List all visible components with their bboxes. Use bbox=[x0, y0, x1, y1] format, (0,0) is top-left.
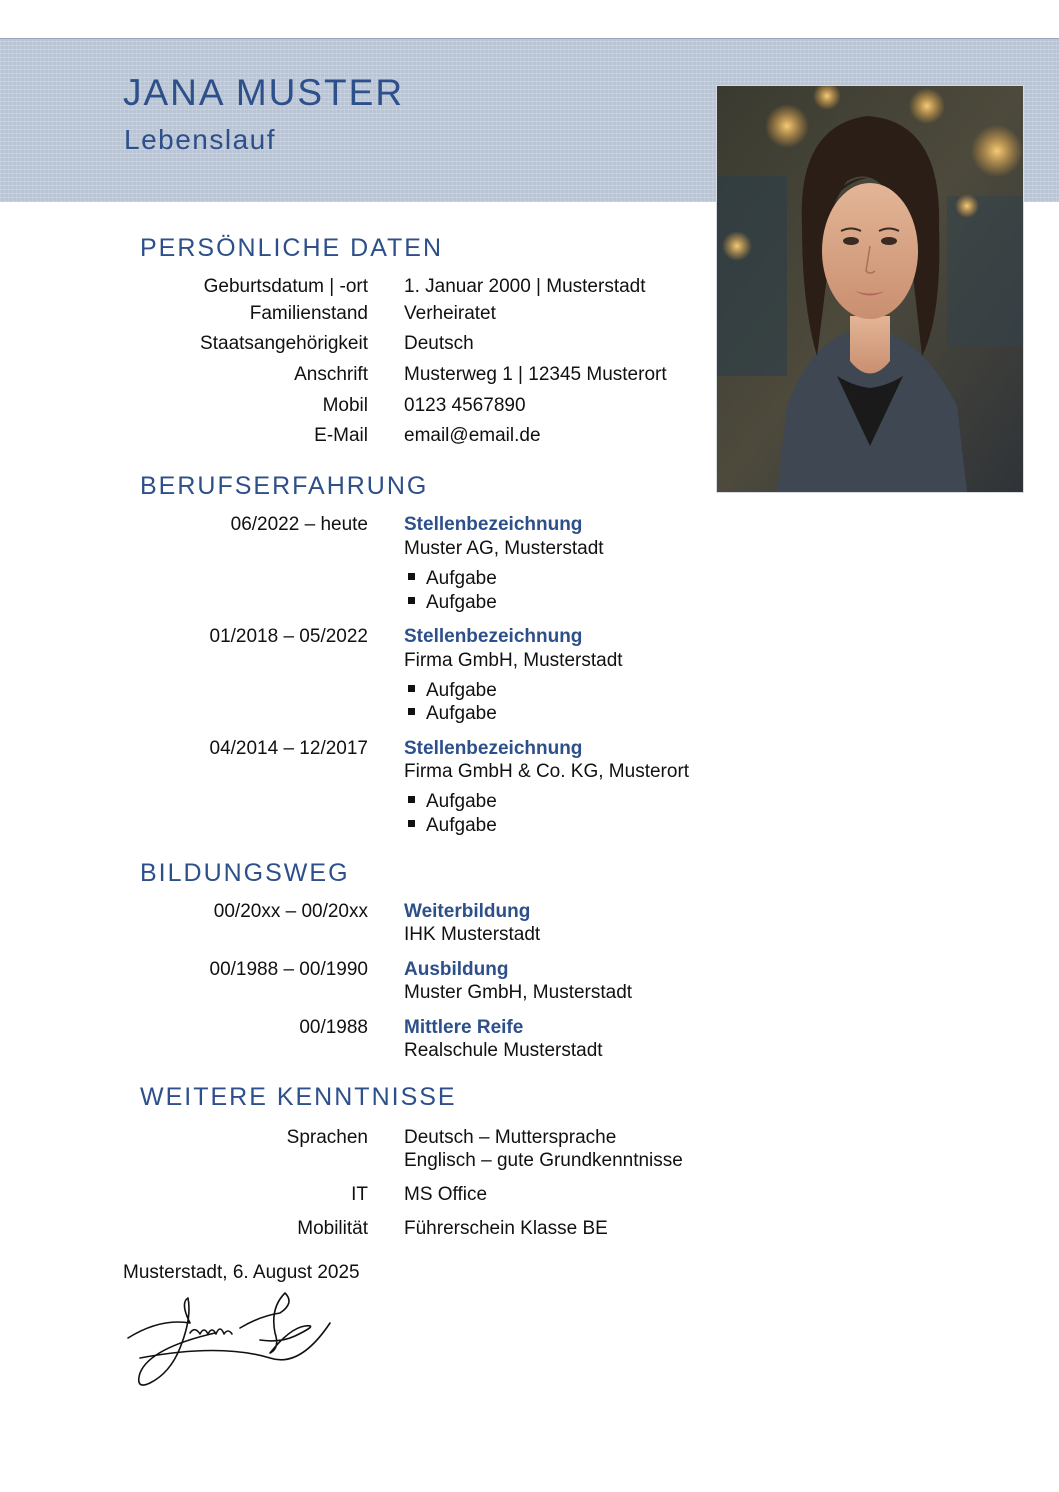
education-institution: Realschule Musterstadt bbox=[404, 1040, 603, 1061]
value-language: Englisch – gute Grundkenntnisse bbox=[404, 1150, 683, 1171]
section-title-skills: WEITERE KENNTNISSE bbox=[140, 1083, 457, 1111]
value-mobile: 0123 4567890 bbox=[404, 395, 526, 416]
value-marital-status: Verheiratet bbox=[404, 303, 496, 324]
section-title-education: BILDUNGSWEG bbox=[140, 859, 350, 887]
job-period: 06/2022 – heute bbox=[230, 514, 368, 535]
profile-photo bbox=[716, 85, 1024, 493]
value-mobility: Führerschein Klasse BE bbox=[404, 1218, 608, 1239]
job-task: Aufgabe bbox=[408, 680, 497, 702]
label-address: Anschrift bbox=[294, 364, 368, 385]
value-nationality: Deutsch bbox=[404, 333, 474, 354]
job-task: Aufgabe bbox=[408, 703, 497, 725]
place-and-date: Musterstadt, 6. August 2025 bbox=[123, 1262, 360, 1283]
label-mobility: Mobilität bbox=[297, 1218, 368, 1239]
job-task: Aufgabe bbox=[408, 791, 497, 813]
job-task: Aufgabe bbox=[408, 815, 497, 837]
job-company: Muster AG, Musterstadt bbox=[404, 538, 604, 559]
job-period: 01/2018 – 05/2022 bbox=[209, 626, 368, 647]
label-marital-status: Familienstand bbox=[249, 303, 368, 324]
job-period: 04/2014 – 12/2017 bbox=[209, 738, 368, 759]
education-institution: IHK Musterstadt bbox=[404, 924, 541, 945]
label-email: E-Mail bbox=[314, 425, 368, 446]
job-company: Firma GmbH & Co. KG, Musterort bbox=[404, 761, 690, 782]
job-company: Firma GmbH, Musterstadt bbox=[404, 650, 623, 671]
job-position: Stellenbezeichnung bbox=[404, 626, 583, 647]
signature bbox=[120, 1288, 340, 1398]
job-task: Aufgabe bbox=[408, 568, 497, 590]
document-subtitle: Lebenslauf bbox=[124, 124, 277, 155]
job-position: Stellenbezeichnung bbox=[404, 738, 583, 759]
applicant-name: JANA MUSTER bbox=[123, 72, 405, 113]
education-degree: Weiterbildung bbox=[404, 901, 531, 922]
label-nationality: Staatsangehörigkeit bbox=[200, 333, 368, 354]
section-title-experience: BERUFSERFAHRUNG bbox=[140, 472, 429, 500]
label-mobile: Mobil bbox=[322, 395, 368, 416]
section-title-personal: PERSÖNLICHE DATEN bbox=[140, 234, 444, 262]
education-period: 00/20xx – 00/20xx bbox=[213, 901, 368, 922]
job-position: Stellenbezeichnung bbox=[404, 514, 583, 535]
education-period: 00/1988 – 00/1990 bbox=[209, 959, 368, 980]
education-institution: Muster GmbH, Musterstadt bbox=[404, 982, 633, 1003]
job-task: Aufgabe bbox=[408, 592, 497, 614]
value-it: MS Office bbox=[404, 1184, 488, 1205]
label-birth: Geburtsdatum | -ort bbox=[203, 276, 368, 297]
value-language: Deutsch – Muttersprache bbox=[404, 1127, 617, 1148]
education-period: 00/1988 bbox=[299, 1017, 368, 1038]
value-email: email@email.de bbox=[404, 425, 541, 446]
education-degree: Ausbildung bbox=[404, 959, 509, 980]
education-degree: Mittlere Reife bbox=[404, 1017, 524, 1038]
value-address: Musterweg 1 | 12345 Musterort bbox=[404, 364, 667, 385]
label-it: IT bbox=[351, 1184, 368, 1205]
value-birth: 1. Januar 2000 | Musterstadt bbox=[404, 276, 646, 297]
label-languages: Sprachen bbox=[286, 1127, 368, 1148]
